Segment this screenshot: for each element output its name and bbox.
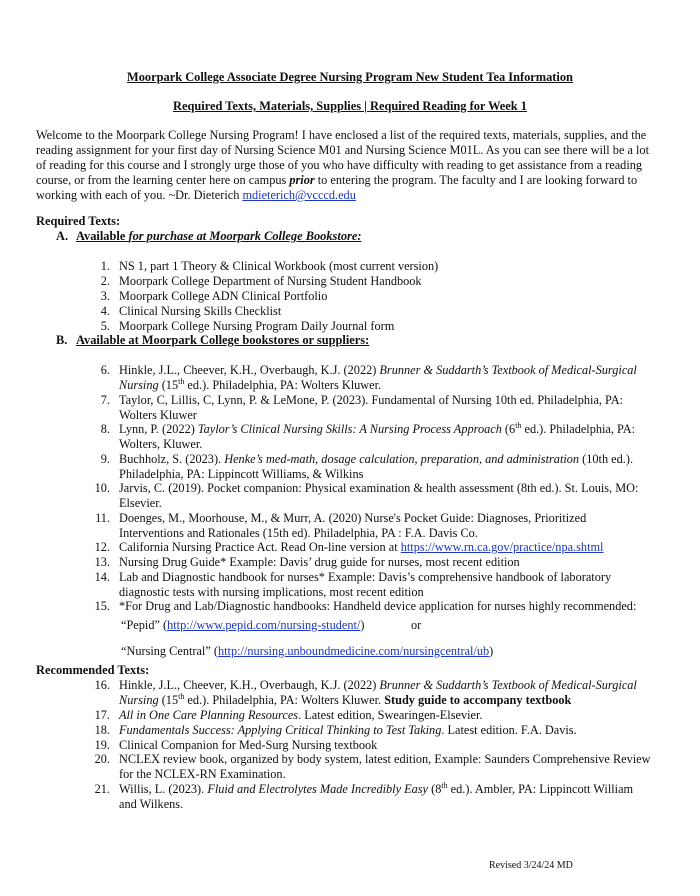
nursing-central-link[interactable]: http://nursing.unboundmedicine.com/nursingcentral/ub [217,644,490,658]
section-a-lead: Available [76,229,129,243]
section-b-text: Available at Moorpark College bookstores or suppliers: [76,333,370,347]
recommended-texts-heading: Recommended Texts: [36,663,150,677]
document-page: Moorpark College Associate Degree Nursing Program New Student Tea Information Required Texts, Materials, Supplies | Required Reading for Week 1 Welcome to the Moorpark College Nursing Program! I have enclosed a list of the required texts, materials, supplies, and the reading assignment for your first day of Nursing Science M01 and Nursing Science M01L. As you can see there will be a lot of reading for this course and I strongly urge those of you who have difficulty with reading to get assistance from a reading course, or from the learning center here on campus prior to entering the program. The faculty and I are looking forward to working with each of you. ~Dr. Dieterich mdieterich@vcccd.edu Required Texts: A. Available for purchase at Moorpark College Bookstore: 1. NS 1, part 1 Theory & Clinical Workbook (most current version) 2. Moorpark College Department of Nursing Student Handbook 3. Moorpark College ADN Clinical Portfolio 4. Clinical Nursing Skills Checklist 5. Moorpark College Nursing Program Daily Journal form B. Available at Moorpark College bookstores or suppliers: 6. Hinkle, J.L., Cheever, K.H., Overbaugh, K.J. (2022) Brunner & Suddarth’s Textbook of Medical-Surgical Nursing (15th ed.). Philadelphia, PA: Wolters Kluwer. 7. Taylor, C, Lillis, C, Lynn, P. & LeMone, P. (2023). Fundamental of Nursing 10th ed. Philadelphia, PA: Wolters Kluwer 8. Lynn, P. (2022) Taylor’s Clinical Nursing Skills: A Nursing Process Approach (6th ed.). Philadelphia, PA: Wolters, Kluwer. 9. Buchholz, S. (2023). Henke’s med-math, dosage calculation, preparation, and administration (10th ed.). Philadelphia, PA: Lippincott Williams, & Wilkins 10. Jarvis, C. (2019). Pocket companion: Physical examination & health assessment (8th ed.). St. Louis, MO: Elsevier. 11. Doenges, M., Moorhouse, M., & Murr, A. (2020) Nurse's Pocket Guide: Diagnoses, Prioritized Interventions and Rationales (15th ed). Philadelphia, PA : F.A. Davis Co. 12. California Nursing Practice Act. Read On-line version at https://www.rn.ca.gov/practice/npa.shtml 13. Nursing Drug Guide* Example: Davis’ drug guide for nurses, most recent edition 14. Lab and Diagnostic handbook for nurses* Example: Davis’s comprehensive handbook of laboratory diagnostic tests with nursing implications, most recent edition 15. *For Drug and Lab/Diagnostic handbooks: Handheld device application for nurses highly recommended: “Pepid” (http://www.pepid.com/nursing-student/) or “Nursing Central” (http://nursing.unboundmedicine.com/nursingcentral/ub) Recommended Texts: 16. Hinkle, J.L., Cheever, K.H., Overbaugh, K.J. (2022) Brunner & Suddarth’s Textbook of Medical-Surgical Nursing (15th ed.). Philadelphia, PA: Wolters Kluwer. Study guide to accompany textbook 17. All in One Care Planning Resources. Latest edition, Swearingen-Elsevier. 18. Fundamentals Success: Applying Critical Thinking to Test Taking. Latest edition. F.A. Davis. 19. Clinical Companion for Med-Surg Nursing textbook 20. NCLEX review book, organized by body system, latest edition, Example: Saunders Comprehensive Review for the NCLEX-RN Examination. 21. Willis, L. (2023). Fluid and Electrolytes Made Incredibly Easy (8th ed.). Ambler, PA: Lippincott William and Wilkens. Revised 3/24/24 MD [0,0,700,896]
section-a-lead-italic: for purchase at Moorpark College Bookstore: [128,229,362,243]
email-link[interactable]: mdieterich@vcccd.edu [242,188,356,202]
section-b-heading [56,333,369,348]
npa-link[interactable]: https://www.rn.ca.gov/practice/npa.shtml [400,540,604,554]
document-title: Moorpark College Associate Degree Nursing Program New Student Tea Information [127,70,573,84]
document-subtitle: Required Texts, Materials, Supplies | Required Reading for Week 1 [173,99,527,113]
required-texts-heading: Required Texts: [36,214,121,228]
welcome-text: Welcome to the Moorpark College Nursing Program! I have enclosed a list of the required texts, materials, supplies, and the reading assignment for your first day of Nursing Science M01 and Nursing Science M01L. As you can see there will be a lot of reading for this course and I strongly urge those of you who have difficulty with reading to get assistance from a reading course, or from the learning center here on campus [36,128,649,187]
welcome-paragraph [36,128,662,203]
welcome-text-after: to entering the program. The faculty and I are looking forward to working with each of you. ~Dr. Dieterich [36,173,638,202]
pepid-link[interactable]: http://www.pepid.com/nursing-student/ [167,618,361,632]
revised-footer: Revised 3/24/24 MD [489,860,573,871]
pepid-line: “Pepid” (http://www.pepid.com/nursing-student/) [121,618,365,632]
section-a-letter: A. [56,229,69,243]
section-a-heading [56,229,361,244]
nursing-central-line: “Nursing Central” (http://nursing.unboundmedicine.com/nursingcentral/ub) [121,644,494,658]
or-text: or [411,618,422,632]
welcome-emphasis: prior [289,173,315,187]
section-b-letter: B. [56,333,68,347]
